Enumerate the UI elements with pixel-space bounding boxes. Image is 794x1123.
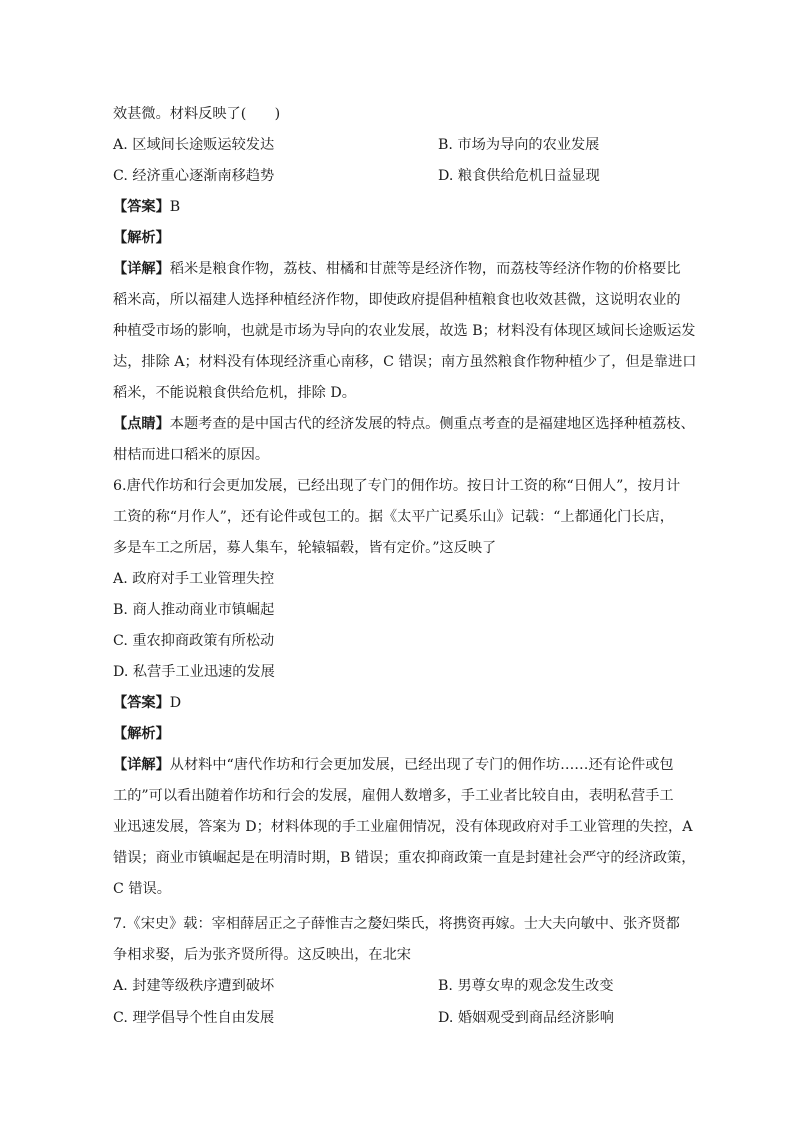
q5-detail-line: 稻米高，所以福建人选择种植经济作物，即使政府提倡种植粮食也收效甚微，这说明农业的 [113, 292, 681, 308]
q7-option-a: A. 封建等级秩序遭到破坏 [113, 978, 275, 994]
q6-detail-line [113, 755, 674, 775]
q6-detail-line: 工的”可以看出随着作坊和行会的发展，雇佣人数增多，手工业者比较自由，表明私营手工 [113, 788, 674, 804]
q7-stem-line: 7.《宋史》载：宰相薛居正之子薛惟吉之嫠妇柴氏，将携资再嫁。士大夫向敏中、张齐贤都 [113, 916, 680, 932]
q6-option-a: A. 政府对手工业管理失控 [113, 571, 275, 587]
q6-analysis-label: 【解析】 [113, 726, 170, 742]
q6-detail-line: 业迅速发展，答案为 D；材料体现的手工业雇佣情况，没有体现政府对手工业管理的失控，A [113, 819, 693, 835]
q5-point-line: 柑桔而进口稻米的原因。 [113, 447, 270, 463]
q5-detail-text: 稻米是粮食作物，荔枝、柑橘和甘蔗等是经济作物，而荔枝等经济作物的价格要比 [169, 261, 681, 277]
q6-answer [113, 693, 181, 713]
q6-stem-line: 6.唐代作坊和行会更加发展，已经出现了专门的佣作坊。按日计工资的称“日佣人”，按月计 [113, 478, 681, 494]
q6-detail-line: C 错误。 [113, 881, 171, 897]
q5-detail-line: 达，排除 A；材料没有体现经济重心南移，C 错误；南方虽然粮食作物种植少了，但是靠进口 [113, 354, 697, 370]
q6-detail-line: 错误；商业市镇崛起是在明清时期，B 错误；重农抑商政策一直是封建社会严守的经济政策， [113, 850, 696, 866]
q5-answer [113, 197, 180, 217]
q5-analysis-label: 【解析】 [113, 230, 170, 246]
q5-answer-value: B [169, 199, 181, 215]
q6-option-d: D. 私营手工业迅速的发展 [113, 664, 275, 680]
q7-option-c: C. 理学倡导个性自由发展 [113, 1010, 275, 1026]
q5-answer-label: 【答案】 [113, 199, 170, 215]
q5-detail-line [113, 259, 681, 279]
q5-option-a: A. 区域间长途贩运较发达 [113, 137, 275, 153]
q5-stem-tail: 效甚微。材料反映了( ) [113, 106, 281, 122]
q5-detail-line: 种植受市场的影响，也就是市场为导向的农业发展，故选 B；材料没有体现区域间长途贩运发 [113, 323, 696, 339]
q5-point-text: 本题考查的是中国古代的经济发展的特点。侧重点考查的是福建地区选择种植荔枝、 [169, 416, 695, 432]
q7-stem-line: 争相求娶，后为张齐贤所得。这反映出，在北宋 [113, 947, 411, 963]
q6-option-c: C. 重农抑商政策有所松动 [113, 633, 275, 649]
q5-option-d: D. 粮食供给危机日益显现 [438, 168, 600, 184]
q5-detail-line: 稻米，不能说粮食供给危机，排除 D。 [113, 385, 356, 401]
q5-point-label: 【点睛】 [113, 416, 170, 432]
q5-option-c: C. 经济重心逐渐南移趋势 [113, 168, 275, 184]
q7-option-d: D. 婚姻观受到商品经济影响 [438, 1010, 614, 1026]
q6-option-b: B. 商人推动商业市镇崛起 [113, 602, 275, 618]
q5-point-line [113, 414, 695, 434]
q6-detail-text: 从材料中“唐代作坊和行会更加发展，已经出现了专门的佣作坊……还有论件或包 [169, 757, 674, 773]
q6-answer-value: D [169, 695, 182, 711]
q6-stem-line: 多是车工之所居，募人集车，轮辕辐毂，皆有定价。”这反映了 [113, 540, 497, 556]
q6-detail-label: 【详解】 [113, 757, 170, 773]
q7-option-b: B. 男尊女卑的观念发生改变 [438, 978, 614, 994]
q6-answer-label: 【答案】 [113, 695, 170, 711]
q6-stem-line: 工资的称“月作人”，还有论件或包工的。据《太平广记奚乐山》记载：“上都通化门长店， [113, 509, 674, 525]
q5-option-b: B. 市场为导向的农业发展 [438, 137, 600, 153]
q5-detail-label: 【详解】 [113, 261, 170, 277]
